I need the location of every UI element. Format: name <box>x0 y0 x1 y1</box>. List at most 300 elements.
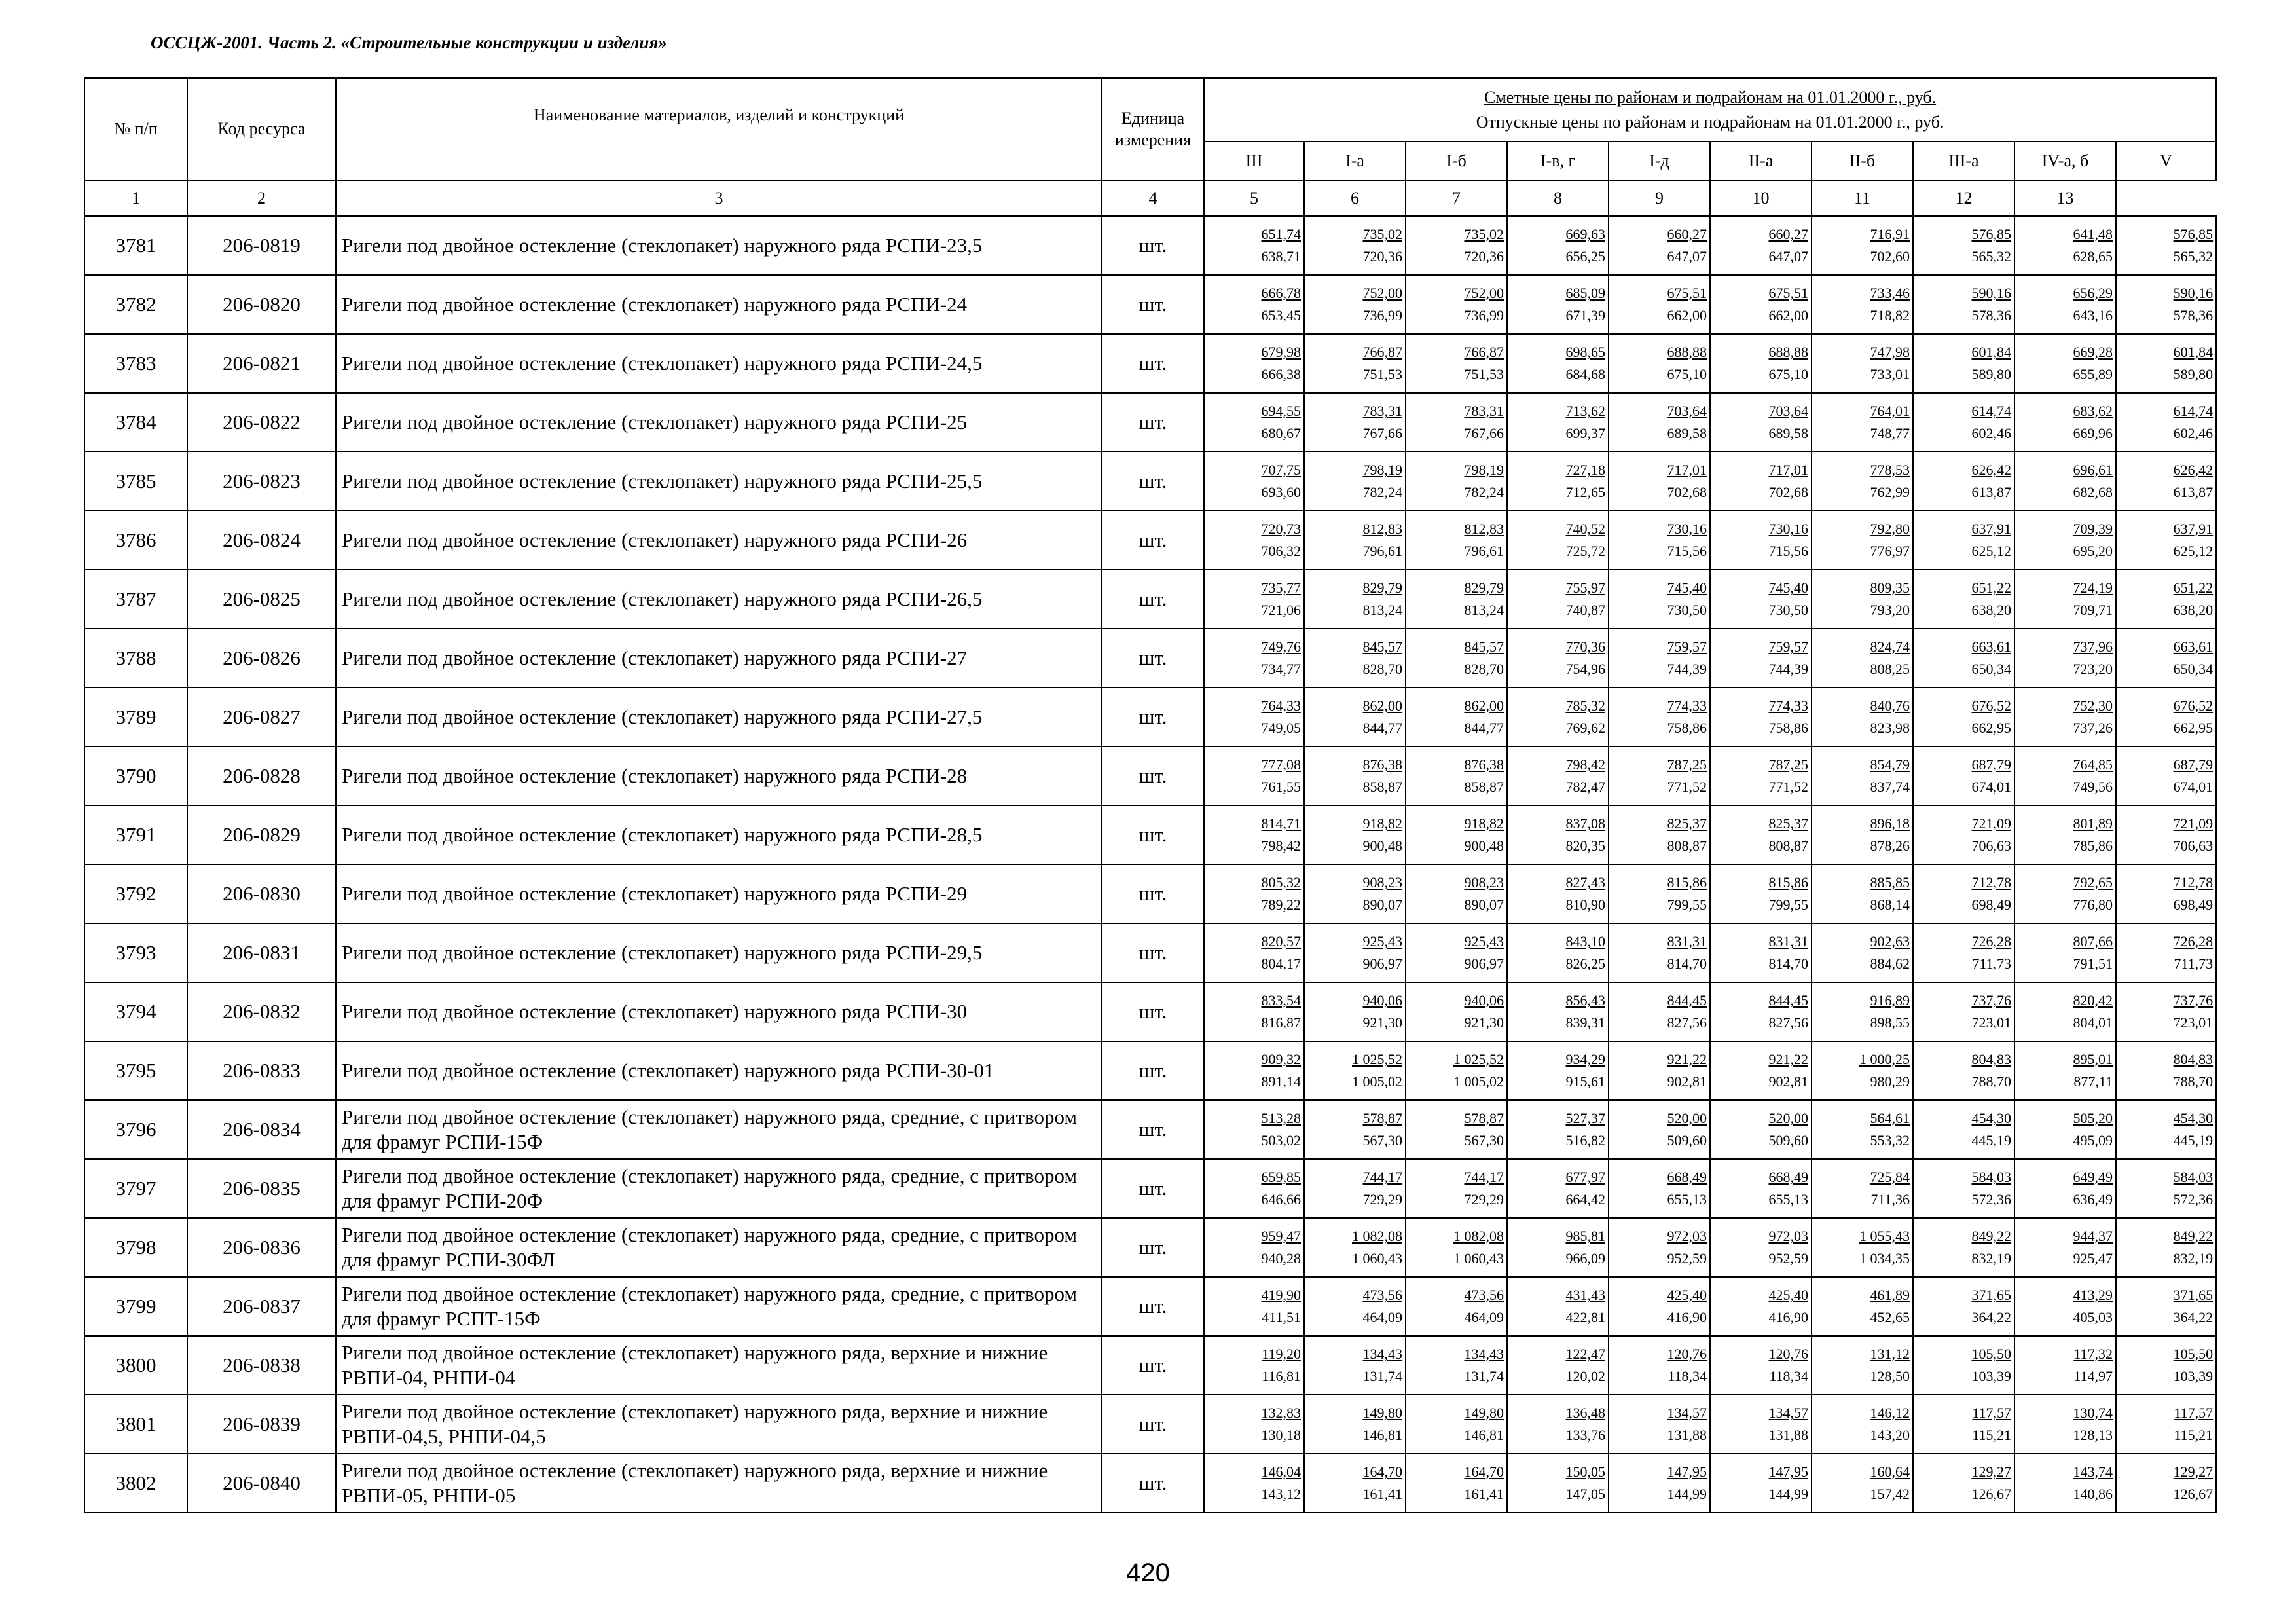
table-row <box>84 1100 2216 1159</box>
price-cell <box>2116 1218 2216 1277</box>
release-price: 785,86 <box>2073 838 2113 855</box>
release-price: 789,22 <box>1261 896 1301 913</box>
estimate-price: 972,03 <box>1667 1228 1707 1245</box>
estimate-price: 513,28 <box>1261 1110 1301 1127</box>
release-price: 915,61 <box>1565 1073 1605 1090</box>
price-cell <box>1913 1277 2014 1336</box>
release-price: 890,07 <box>1362 896 1402 913</box>
price-cell <box>1812 1159 1913 1218</box>
estimate-price: 149,80 <box>1464 1405 1504 1422</box>
estimate-price: 759,57 <box>1667 638 1707 655</box>
price-cell <box>2116 1395 2216 1454</box>
release-price: 771,52 <box>1768 779 1808 796</box>
estimate-price: 733,46 <box>1870 285 1910 302</box>
price-cell <box>2014 452 2116 511</box>
release-price: 103,39 <box>1971 1368 2011 1385</box>
price-cell <box>2014 1277 2116 1336</box>
release-price: 758,86 <box>1768 720 1808 737</box>
table-body <box>84 216 2216 1513</box>
header-region: II-б <box>1812 141 1913 181</box>
release-price: 405,03 <box>2073 1309 2113 1326</box>
price-cell <box>1406 629 1507 688</box>
estimate-price: 724,19 <box>2073 580 2113 597</box>
price-cell <box>2014 1100 2116 1159</box>
price-cell <box>1609 334 1710 393</box>
estimate-price: 918,82 <box>1464 815 1504 832</box>
header-row-top <box>84 78 2216 141</box>
price-cell <box>2014 1336 2116 1395</box>
price-cell <box>1406 570 1507 629</box>
estimate-price: 717,01 <box>1667 462 1707 479</box>
price-cell <box>2116 1159 2216 1218</box>
estimate-price: 656,29 <box>2073 285 2113 302</box>
row-number: 3799 <box>84 1277 187 1336</box>
estimate-price: 829,79 <box>1464 580 1504 597</box>
release-price: 674,01 <box>2173 779 2214 796</box>
release-price: 782,24 <box>1464 484 1504 501</box>
price-cell <box>1507 1395 1609 1454</box>
estimate-price: 921,22 <box>1667 1051 1707 1068</box>
release-price: 761,55 <box>1261 779 1301 796</box>
estimate-price: 669,28 <box>2073 344 2113 361</box>
unit: шт. <box>1102 334 1204 393</box>
estimate-price: 649,49 <box>2073 1169 2113 1186</box>
estimate-price: 675,51 <box>1768 285 1808 302</box>
release-price: 516,82 <box>1565 1132 1605 1149</box>
estimate-price: 660,27 <box>1768 226 1808 243</box>
row-number: 3789 <box>84 688 187 747</box>
estimate-price: 862,00 <box>1464 697 1504 714</box>
price-cell <box>1609 511 1710 570</box>
release-price: 793,20 <box>1870 602 1910 619</box>
release-price: 698,49 <box>2173 896 2214 913</box>
estimate-price: 694,55 <box>1261 403 1301 420</box>
price-cell <box>1406 1100 1507 1159</box>
estimate-price: 815,86 <box>1667 874 1707 891</box>
table-row <box>84 864 2216 923</box>
estimate-price: 730,16 <box>1667 521 1707 538</box>
release-price: 776,80 <box>2073 896 2113 913</box>
release-price: 891,14 <box>1261 1073 1301 1090</box>
estimate-price: 105,50 <box>2173 1346 2214 1363</box>
release-price: 729,29 <box>1464 1191 1504 1208</box>
price-cell <box>1609 805 1710 864</box>
estimate-price: 944,37 <box>2073 1228 2113 1245</box>
price-cell <box>2116 747 2216 805</box>
price-table <box>84 77 2217 1513</box>
estimate-price: 820,42 <box>2073 992 2113 1009</box>
price-cell <box>1204 688 1304 747</box>
unit: шт. <box>1102 923 1204 982</box>
release-price: 638,20 <box>1971 602 2011 619</box>
price-cell <box>1406 747 1507 805</box>
estimate-price: 895,01 <box>2073 1051 2113 1068</box>
estimate-price: 908,23 <box>1362 874 1402 891</box>
unit: шт. <box>1102 275 1204 334</box>
unit: шт. <box>1102 688 1204 747</box>
estimate-price: 663,61 <box>1971 638 2011 655</box>
release-price: 464,09 <box>1464 1309 1504 1326</box>
table-row <box>84 1395 2216 1454</box>
price-cell <box>1812 982 1913 1041</box>
release-price: 126,67 <box>2173 1486 2214 1503</box>
release-price: 906,97 <box>1464 955 1504 972</box>
estimate-price: 827,43 <box>1565 874 1605 891</box>
material-name: Ригели под двойное остекление (стеклопакет) наружного ряда, верхние и нижние РВПИ-04,5, РНПИ-04,5 <box>336 1395 1102 1454</box>
price-cell <box>1304 1395 1406 1454</box>
price-cell <box>1710 1395 1812 1454</box>
table-row <box>84 570 2216 629</box>
release-price: 674,01 <box>1971 779 2011 796</box>
price-cell <box>2014 393 2116 452</box>
estimate-price: 726,28 <box>1971 933 2011 950</box>
release-price: 788,70 <box>2173 1073 2214 1090</box>
price-cell <box>2116 688 2216 747</box>
price-cell <box>1913 334 2014 393</box>
estimate-price: 1 025,52 <box>1352 1051 1402 1068</box>
unit: шт. <box>1102 805 1204 864</box>
release-price: 114,97 <box>2073 1368 2113 1385</box>
release-price: 723,01 <box>2173 1014 2214 1031</box>
price-cell <box>2116 1454 2216 1513</box>
estimate-price: 105,50 <box>1971 1346 2011 1363</box>
price-cell <box>2116 452 2216 511</box>
price-cell <box>1812 570 1913 629</box>
estimate-price: 798,19 <box>1362 462 1402 479</box>
table-row <box>84 216 2216 275</box>
estimate-price: 601,84 <box>2173 344 2214 361</box>
release-price: 711,73 <box>1972 955 2011 972</box>
release-price: 680,67 <box>1261 425 1301 442</box>
release-price: 646,66 <box>1261 1191 1301 1208</box>
estimate-price: 721,09 <box>1971 815 2011 832</box>
price-cell <box>1304 1159 1406 1218</box>
release-price: 718,82 <box>1870 307 1910 324</box>
header-region: I-в, г <box>1507 141 1609 181</box>
price-cell <box>1507 570 1609 629</box>
price-cell <box>1913 1041 2014 1100</box>
price-cell <box>1609 1454 1710 1513</box>
resource-code: 206-0840 <box>187 1454 336 1513</box>
price-cell <box>2014 511 2116 570</box>
release-price: 721,06 <box>1261 602 1301 619</box>
estimate-price: 454,30 <box>1971 1110 2011 1127</box>
estimate-price: 812,83 <box>1464 521 1504 538</box>
header-price-group <box>1204 78 2216 141</box>
estimate-price: 614,74 <box>2173 403 2214 420</box>
row-number: 3797 <box>84 1159 187 1218</box>
price-cell <box>1204 393 1304 452</box>
price-cell <box>2116 629 2216 688</box>
estimate-price: 845,57 <box>1362 638 1402 655</box>
price-cell <box>1710 1454 1812 1513</box>
price-cell <box>1406 275 1507 334</box>
release-price: 602,46 <box>2173 425 2214 442</box>
price-cell <box>1304 1277 1406 1336</box>
release-price: 655,89 <box>2073 366 2113 383</box>
price-cell <box>2116 511 2216 570</box>
price-cell <box>2116 275 2216 334</box>
estimate-price: 130,74 <box>2073 1405 2113 1422</box>
estimate-price: 626,42 <box>2173 462 2214 479</box>
estimate-price: 120,76 <box>1667 1346 1707 1363</box>
price-cell <box>1710 688 1812 747</box>
price-cell <box>1304 216 1406 275</box>
release-price: 625,12 <box>2173 543 2214 560</box>
release-price: 567,30 <box>1362 1132 1402 1149</box>
table-row <box>84 1159 2216 1218</box>
estimate-price: 709,39 <box>2073 521 2113 538</box>
price-cell <box>2014 275 2116 334</box>
release-price: 509,60 <box>1667 1132 1707 1149</box>
release-price: 782,47 <box>1565 779 1605 796</box>
estimate-price: 727,18 <box>1565 462 1605 479</box>
estimate-price: 461,89 <box>1870 1287 1910 1304</box>
price-cell <box>1406 393 1507 452</box>
price-cell <box>1913 864 2014 923</box>
release-price: 820,35 <box>1565 838 1605 855</box>
release-price: 776,97 <box>1870 543 1910 560</box>
price-cell <box>2014 747 2116 805</box>
release-price: 828,70 <box>1362 661 1402 678</box>
unit: шт. <box>1102 982 1204 1041</box>
unit: шт. <box>1102 1454 1204 1513</box>
release-price: 826,25 <box>1565 955 1605 972</box>
release-price: 730,50 <box>1768 602 1808 619</box>
estimate-price: 134,43 <box>1464 1346 1504 1363</box>
release-price: 422,81 <box>1565 1309 1605 1326</box>
price-cell <box>1913 923 2014 982</box>
release-price: 832,19 <box>2173 1250 2214 1267</box>
resource-code: 206-0824 <box>187 511 336 570</box>
release-price: 711,73 <box>2174 955 2214 972</box>
release-price: 565,32 <box>1971 248 2011 265</box>
price-cell <box>1304 393 1406 452</box>
estimate-price: 787,25 <box>1768 756 1808 773</box>
estimate-price: 749,76 <box>1261 638 1301 655</box>
price-cell <box>1406 1454 1507 1513</box>
price-cell <box>1304 1041 1406 1100</box>
release-price: 788,70 <box>1971 1073 2011 1090</box>
estimate-price: 136,48 <box>1565 1405 1605 1422</box>
estimate-price: 798,19 <box>1464 462 1504 479</box>
price-cell <box>1304 982 1406 1041</box>
column-number: 6 <box>1304 181 1406 216</box>
release-price: 884,62 <box>1870 955 1910 972</box>
estimate-price: 764,33 <box>1261 697 1301 714</box>
estimate-price: 909,32 <box>1261 1051 1301 1068</box>
estimate-price: 160,64 <box>1870 1464 1910 1481</box>
estimate-price: 825,37 <box>1667 815 1707 832</box>
release-price: 711,36 <box>1870 1191 1910 1208</box>
table-row <box>84 511 2216 570</box>
estimate-price: 792,80 <box>1870 521 1910 538</box>
price-cell <box>1507 688 1609 747</box>
release-price: 754,96 <box>1565 661 1605 678</box>
price-cell <box>1609 864 1710 923</box>
estimate-price: 876,38 <box>1464 756 1504 773</box>
price-cell <box>1913 511 2014 570</box>
price-cell <box>1710 923 1812 982</box>
column-number: 4 <box>1102 181 1204 216</box>
row-number: 3798 <box>84 1218 187 1277</box>
estimate-price: 676,52 <box>2173 697 2214 714</box>
release-price: 143,12 <box>1261 1486 1301 1503</box>
price-cell <box>1204 747 1304 805</box>
price-cell <box>2116 1277 2216 1336</box>
release-price: 827,56 <box>1667 1014 1707 1031</box>
release-price: 858,87 <box>1464 779 1504 796</box>
price-cell <box>2014 923 2116 982</box>
price-cell <box>2116 1336 2216 1395</box>
column-number: 3 <box>336 181 1102 216</box>
release-price: 671,39 <box>1565 307 1605 324</box>
release-price: 613,87 <box>1971 484 2011 501</box>
release-price: 131,74 <box>1362 1368 1402 1385</box>
price-cell <box>1304 1218 1406 1277</box>
estimate-price: 801,89 <box>2073 815 2113 832</box>
material-name: Ригели под двойное остекление (стеклопакет) наружного ряда РСПИ-24 <box>336 275 1102 334</box>
release-price: 1 005,02 <box>1453 1073 1504 1090</box>
estimate-price: 666,78 <box>1261 285 1301 302</box>
estimate-price: 149,80 <box>1362 1405 1402 1422</box>
estimate-price: 703,64 <box>1768 403 1808 420</box>
price-cell <box>1609 1041 1710 1100</box>
price-cell <box>1304 805 1406 864</box>
release-price: 572,36 <box>1971 1191 2011 1208</box>
price-cell <box>1710 1336 1812 1395</box>
column-number: 1 <box>84 181 187 216</box>
material-name: Ригели под двойное остекление (стеклопакет) наружного ряда РСПИ-26 <box>336 511 1102 570</box>
price-cell <box>1812 1336 1913 1395</box>
estimate-price: 122,47 <box>1565 1346 1605 1363</box>
price-cell <box>1913 982 2014 1041</box>
estimate-price: 147,95 <box>1768 1464 1808 1481</box>
release-price: 565,32 <box>2173 248 2214 265</box>
release-price: 715,56 <box>1667 543 1707 560</box>
unit: шт. <box>1102 216 1204 275</box>
estimate-price: 745,40 <box>1768 580 1808 597</box>
row-number: 3781 <box>84 216 187 275</box>
estimate-price: 1 082,08 <box>1453 1228 1504 1245</box>
estimate-price: 778,53 <box>1870 462 1910 479</box>
price-cell <box>1812 1395 1913 1454</box>
price-cell <box>2014 688 2116 747</box>
estimate-price: 908,23 <box>1464 874 1504 891</box>
estimate-price: 824,74 <box>1870 638 1910 655</box>
release-price: 767,66 <box>1362 425 1402 442</box>
estimate-price: 831,31 <box>1768 933 1808 950</box>
price-cell <box>1204 511 1304 570</box>
release-price: 131,88 <box>1667 1427 1707 1444</box>
material-name: Ригели под двойное остекление (стеклопакет) наружного ряда, верхние и нижние РВПИ-04, РНПИ-04 <box>336 1336 1102 1395</box>
price-cell <box>1304 452 1406 511</box>
release-price: 689,58 <box>1768 425 1808 442</box>
release-price: 839,31 <box>1565 1014 1605 1031</box>
price-cell <box>1710 1218 1812 1277</box>
release-price: 796,61 <box>1362 543 1402 560</box>
release-price: 695,20 <box>2073 543 2113 560</box>
price-cell <box>1609 1100 1710 1159</box>
estimate-price: 849,22 <box>2173 1228 2214 1245</box>
price-cell <box>1710 511 1812 570</box>
release-price: 744,39 <box>1667 661 1707 678</box>
release-price: 675,10 <box>1667 366 1707 383</box>
row-number: 3791 <box>84 805 187 864</box>
estimate-price: 766,87 <box>1362 344 1402 361</box>
estimate-price: 687,79 <box>1971 756 2011 773</box>
estimate-price: 805,32 <box>1261 874 1301 891</box>
price-cell <box>2014 1041 2116 1100</box>
release-price: 602,46 <box>1971 425 2011 442</box>
release-price: 452,65 <box>1870 1309 1910 1326</box>
estimate-price: 637,91 <box>1971 521 2011 538</box>
row-number: 3783 <box>84 334 187 393</box>
release-price: 689,58 <box>1667 425 1707 442</box>
price-cell <box>1507 452 1609 511</box>
release-price: 669,96 <box>2073 425 2113 442</box>
resource-code: 206-0829 <box>187 805 336 864</box>
material-name: Ригели под двойное остекление (стеклопакет) наружного ряда, средние, с притвором для фрамуг РСПИ-20Ф <box>336 1159 1102 1218</box>
price-cell <box>1609 1336 1710 1395</box>
release-price: 966,09 <box>1565 1250 1605 1267</box>
release-price: 844,77 <box>1464 720 1504 737</box>
price-cell <box>1609 982 1710 1041</box>
price-cell <box>1609 1395 1710 1454</box>
estimate-price: 777,08 <box>1261 756 1301 773</box>
release-price: 146,81 <box>1362 1427 1402 1444</box>
price-cell <box>1204 1218 1304 1277</box>
estimate-price: 651,74 <box>1261 226 1301 243</box>
release-price: 656,25 <box>1565 248 1605 265</box>
price-cell <box>1507 1218 1609 1277</box>
unit: шт. <box>1102 747 1204 805</box>
unit: шт. <box>1102 393 1204 452</box>
resource-code: 206-0835 <box>187 1159 336 1218</box>
release-price: 921,30 <box>1464 1014 1504 1031</box>
unit: шт. <box>1102 1041 1204 1100</box>
resource-code: 206-0832 <box>187 982 336 1041</box>
release-price: 1 005,02 <box>1352 1073 1402 1090</box>
release-price: 799,55 <box>1768 896 1808 913</box>
release-price: 693,60 <box>1261 484 1301 501</box>
estimate-price: 747,98 <box>1870 344 1910 361</box>
price-cell <box>1304 570 1406 629</box>
row-number: 3794 <box>84 982 187 1041</box>
price-cell <box>1812 511 1913 570</box>
estimate-price: 770,36 <box>1565 638 1605 655</box>
estimate-price: 698,65 <box>1565 344 1605 361</box>
unit: шт. <box>1102 511 1204 570</box>
price-cell <box>2014 570 2116 629</box>
row-number: 3795 <box>84 1041 187 1100</box>
estimate-price: 934,29 <box>1565 1051 1605 1068</box>
release-price: 832,19 <box>1971 1250 2011 1267</box>
release-price: 769,62 <box>1565 720 1605 737</box>
release-price: 625,12 <box>1971 543 2011 560</box>
estimate-price: 679,98 <box>1261 344 1301 361</box>
table-row <box>84 452 2216 511</box>
price-cell <box>1304 688 1406 747</box>
estimate-price: 737,96 <box>2073 638 2113 655</box>
estimate-price: 940,06 <box>1362 992 1402 1009</box>
release-price: 675,10 <box>1768 366 1808 383</box>
price-cell <box>1204 1159 1304 1218</box>
price-cell <box>1406 1218 1507 1277</box>
release-price: 147,05 <box>1565 1486 1605 1503</box>
estimate-price: 972,03 <box>1768 1228 1808 1245</box>
estimate-price: 473,56 <box>1362 1287 1402 1304</box>
